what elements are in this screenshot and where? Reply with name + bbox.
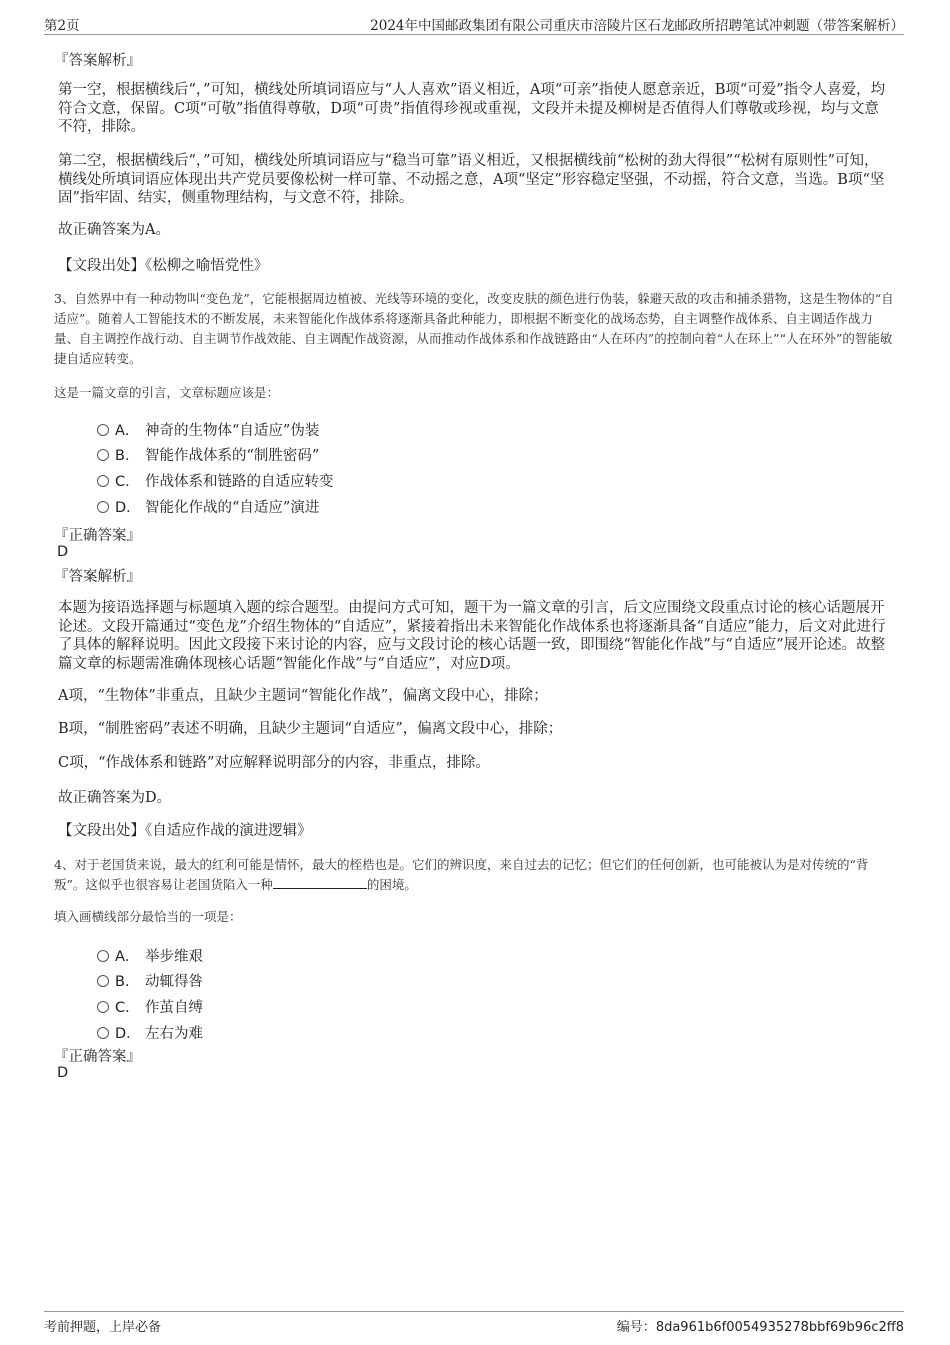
page-header <box>44 12 904 35</box>
option-text: 作茧自缚 <box>145 1000 203 1016</box>
option-letter: B． <box>115 448 140 464</box>
option-letter: D． <box>115 1026 141 1042</box>
page-footer <box>44 1311 904 1336</box>
analysis-paragraph: B项，“制胜密码”表述不明确，且缺少主题词“自适应”，偏离文段中心，排除； <box>58 721 563 737</box>
option-letter: A． <box>115 949 140 965</box>
option-letter: C． <box>115 474 140 490</box>
option-text: 神奇的生物体“自适应”伪装 <box>145 423 320 439</box>
option-c[interactable] <box>97 470 334 490</box>
question-prompt: 这是一篇文章的引言，文章标题应该是： <box>54 385 280 400</box>
source-citation: 【文段出处】《松柳之喻悟党性》 <box>58 258 269 274</box>
answer-analysis-label: 『答案解析』 <box>54 569 141 585</box>
stem-text: 的困境。 <box>366 877 417 892</box>
radio-icon[interactable] <box>97 1027 109 1039</box>
option-a[interactable] <box>97 945 203 965</box>
radio-icon[interactable] <box>97 475 109 487</box>
code-label: 编号： <box>616 1320 656 1335</box>
code-value: 8da961b6f0054935278bbf69b96c2ff8 <box>655 1320 904 1335</box>
document-title: 2024年中国邮政集团有限公司重庆市涪陵片区石龙邮政所招聘笔试冲刺题（带答案解析） <box>370 18 904 34</box>
option-d[interactable] <box>97 496 319 516</box>
option-letter: A． <box>115 423 140 439</box>
footer-slogan: 考前押题，上岸必备 <box>44 1320 162 1335</box>
radio-icon[interactable] <box>97 449 109 461</box>
source-citation: 【文段出处】《自适应作战的演进逻辑》 <box>58 823 312 839</box>
option-letter: D． <box>115 500 141 516</box>
radio-icon[interactable] <box>97 950 109 962</box>
radio-icon[interactable] <box>97 501 109 513</box>
question-stem <box>54 855 896 895</box>
analysis-paragraph: 本题为接语选择题与标题填入题的综合题型。由提问方式可知，题干为一篇文章的引言，后文应围绕文段重点讨论的核心话题展开论述。文段开篇通过“变色龙”介绍生物体的“自适应”，紧接着指出未来智能化作战体系也将逐渐具备“自适应”能力，后文对此进行了具体的解释说明。因此文段接下来讨论的内容，应与文段讨论的核心话题一致，即围绕“智能化作战”与“自适应”展开论述。故整篇文章的标题需准确体现核心话题“智能化作战”与“自适应”，对应D项。 <box>58 600 886 672</box>
option-d[interactable] <box>97 1022 203 1042</box>
analysis-paragraph: A项，“生物体”非重点，且缺少主题词“智能化作战”，偏离文段中心，排除； <box>58 688 548 704</box>
option-text: 动辄得咎 <box>145 974 203 990</box>
question-prompt: 填入画横线部分最恰当的一项是： <box>54 909 242 924</box>
option-letter: C． <box>115 1000 140 1016</box>
option-b[interactable] <box>97 444 319 464</box>
analysis-paragraph: C项，“作战体系和链路”对应解释说明部分的内容，非重点，排除。 <box>58 755 490 771</box>
page-number: 第2页 <box>44 18 80 34</box>
document-code <box>617 1316 904 1335</box>
radio-icon[interactable] <box>97 975 109 987</box>
correct-answer: D <box>57 544 69 560</box>
option-letter: B． <box>115 974 140 990</box>
answer-conclusion: 故正确答案为A。 <box>58 222 170 238</box>
analysis-paragraph: 第一空，根据横线后“，”可知，横线处所填词语应与“人人喜欢”语义相近，A项“可亲”指使人愿意亲近，B项“可爱”指令人喜爱，均符合文意，保留。C项“可敬”指值得尊敬，D项“可贵”指值得珍视或重视，文段并未提及柳树是否值得人们尊敬或珍视，均与文意不符，排除。 <box>58 82 886 135</box>
option-c[interactable] <box>97 996 203 1016</box>
correct-answer-label: 『正确答案』 <box>54 528 141 544</box>
correct-answer: D <box>57 1065 69 1081</box>
option-text: 智能作战体系的“制胜密码” <box>145 448 320 464</box>
question-stem: 3、自然界中有一种动物叫“变色龙”，它能根据周边植被、光线等环境的变化，改变皮肤的颜色进行伪装，躲避天敌的攻击和捕杀猎物，这是生物体的“自适应”。随着人工智能技术的不断发展，未来智能化作战体系将逐渐具备此种能力，即根据不断变化的战场态势，自主调整作战体系、自主调适作战力量、自主调控作战行动、自主调节作战效能、自主调配作战资源，从而推动作战体系和作战链路由“人在环内”的控制向着“人在环上”“人在环外”的智能敏捷自适应转变。 <box>54 291 894 366</box>
radio-icon[interactable] <box>97 1001 109 1013</box>
option-a[interactable] <box>97 419 319 439</box>
option-text: 作战体系和链路的自适应转变 <box>145 474 334 490</box>
stem-text: 4、对于老国货来说，最大的红利可能是情怀，最大的桎梏也是。它们的辨识度，来自过去的记忆；但它们的任何创新，也可能被认为是对传统的“背叛”。这似乎也很容易让老国货陷入一种 <box>54 857 869 892</box>
fill-blank <box>273 876 367 889</box>
correct-answer-label: 『正确答案』 <box>54 1049 141 1065</box>
option-text: 智能化作战的“自适应”演进 <box>145 500 320 516</box>
answer-conclusion: 故正确答案为D。 <box>58 790 172 806</box>
analysis-paragraph: 第二空，根据横线后“，”可知，横线处所填词语应与“稳当可靠”语义相近，又根据横线前“松树的劲大得很”“松树有原则性”可知，横线处所填词语应体现出共产党员要像松树一样可靠、不动摇之意，A项“坚定”形容稳定坚强，不动摇，符合文意，当选。B项“坚固”指牢固、结实，侧重物理结构，与文意不符，排除。 <box>58 153 885 206</box>
option-b[interactable] <box>97 970 203 990</box>
option-text: 左右为难 <box>145 1026 203 1042</box>
option-text: 举步维艰 <box>145 949 203 965</box>
radio-icon[interactable] <box>97 424 109 436</box>
answer-analysis-label: 『答案解析』 <box>54 53 141 69</box>
